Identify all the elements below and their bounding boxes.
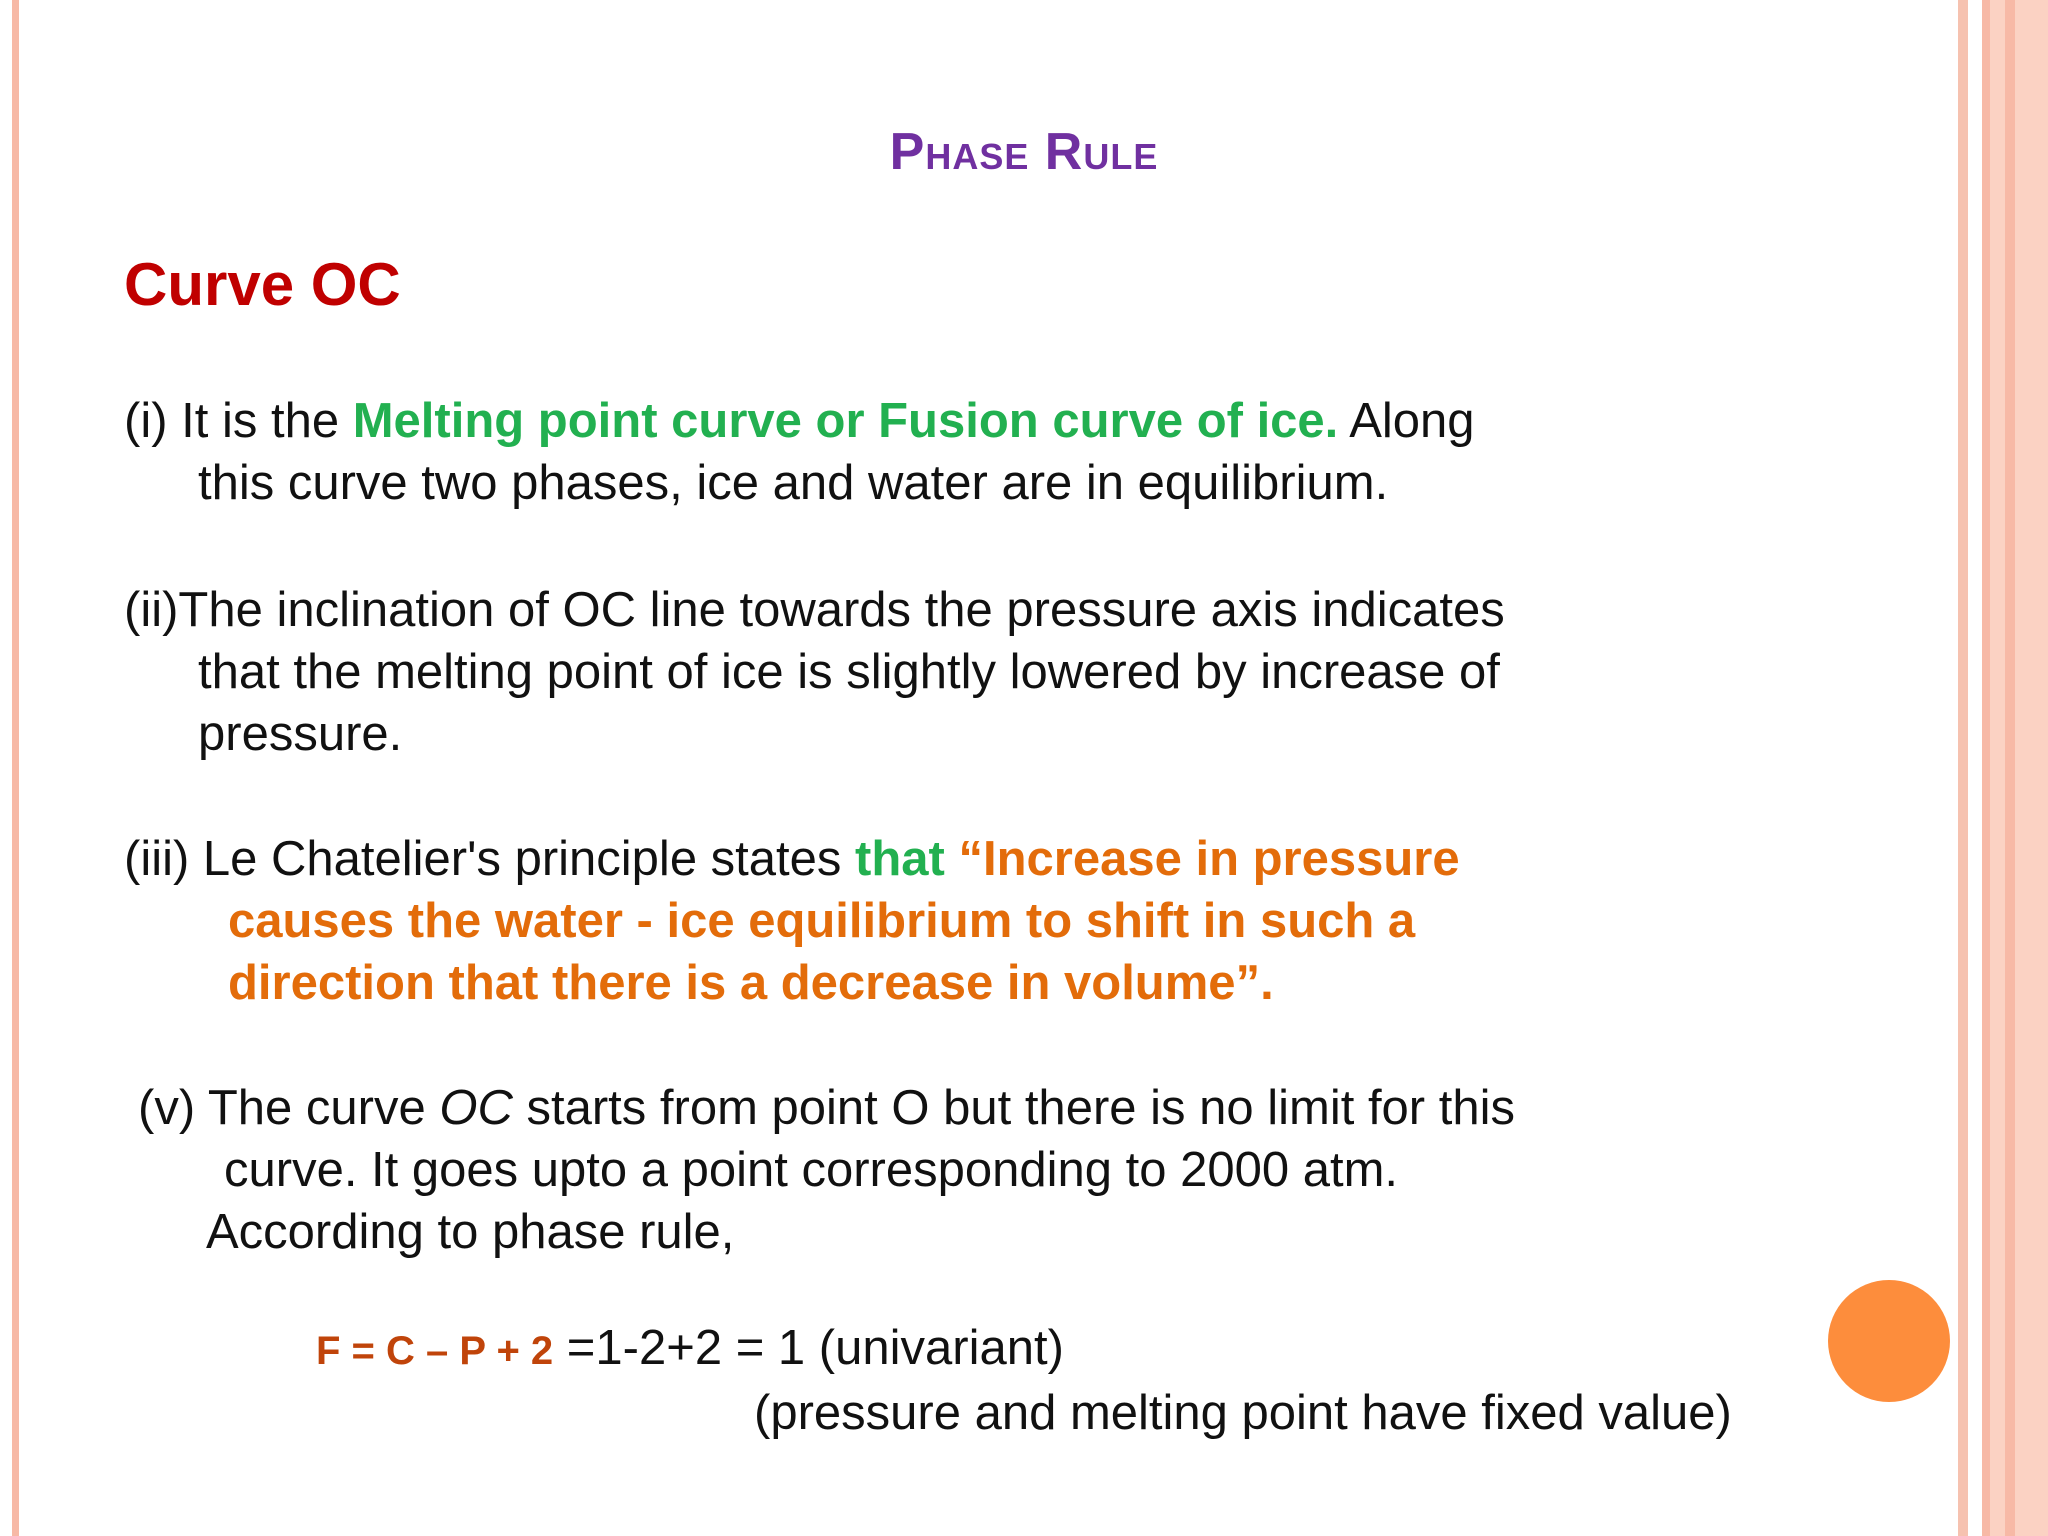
section-heading: Curve OC [124, 251, 401, 318]
point-iii-quote-start: “Increase in pressure [944, 832, 1460, 886]
point-ii-line-3: pressure. [198, 707, 403, 761]
point-iii [124, 828, 1460, 1014]
slide-title: Phase Rule [889, 123, 1159, 181]
point-ii-line-1: (ii)The inclination of OC line towards the pressure axis indicates [124, 583, 1505, 637]
point-iii-prefix: (iii) Le Chatelier's principle states [124, 832, 856, 886]
frame-stripe-right-mid [1982, 0, 1990, 1536]
point-iii-green: that [855, 832, 945, 886]
formula-note: (pressure and melting point have fixed value) [754, 1386, 1732, 1440]
point-v-line-3: According to phase rule, [206, 1205, 735, 1259]
point-i-line-1 [124, 390, 1475, 452]
point-v-suffix: starts from point O but there is no limit for this [512, 1081, 1515, 1135]
frame-stripe-left [12, 0, 19, 1536]
point-i-highlight: Melting point curve or Fusion curve of ice. [352, 394, 1339, 448]
point-iii-line-2: causes the water - ice equilibrium to shift in such a [228, 894, 1416, 948]
formula-equation: F = C – P + 2 [316, 1329, 554, 1373]
point-v-line-2: curve. It goes upto a point corresponding to 2000 atm. [224, 1143, 1399, 1197]
phase-rule-formula [316, 1320, 1064, 1376]
point-v-italic: OC [439, 1081, 513, 1135]
frame-stripe-right-outer [1990, 0, 2048, 1536]
formula-calc: =1-2+2 = 1 (univariant) [553, 1321, 1064, 1375]
point-i-prefix: (i) It is the [124, 394, 353, 448]
point-v-line-1 [138, 1077, 1515, 1139]
point-v [138, 1077, 1515, 1263]
frame-stripe-right-inner [1958, 0, 1968, 1536]
point-i [124, 390, 1475, 514]
point-ii [124, 579, 1505, 765]
frame-stripe-right-accent [2005, 0, 2015, 1536]
point-ii-line-2: that the melting point of ice is slightly lowered by increase of [198, 645, 1500, 699]
point-iii-line-1 [124, 828, 1460, 890]
point-v-prefix: (v) The curve [138, 1081, 440, 1135]
point-i-suffix: Along [1338, 394, 1475, 448]
point-i-line-2: this curve two phases, ice and water are in equilibrium. [198, 456, 1389, 510]
decorative-circle [1828, 1280, 1950, 1402]
point-iii-line-3: direction that there is a decrease in volume”. [228, 956, 1274, 1010]
